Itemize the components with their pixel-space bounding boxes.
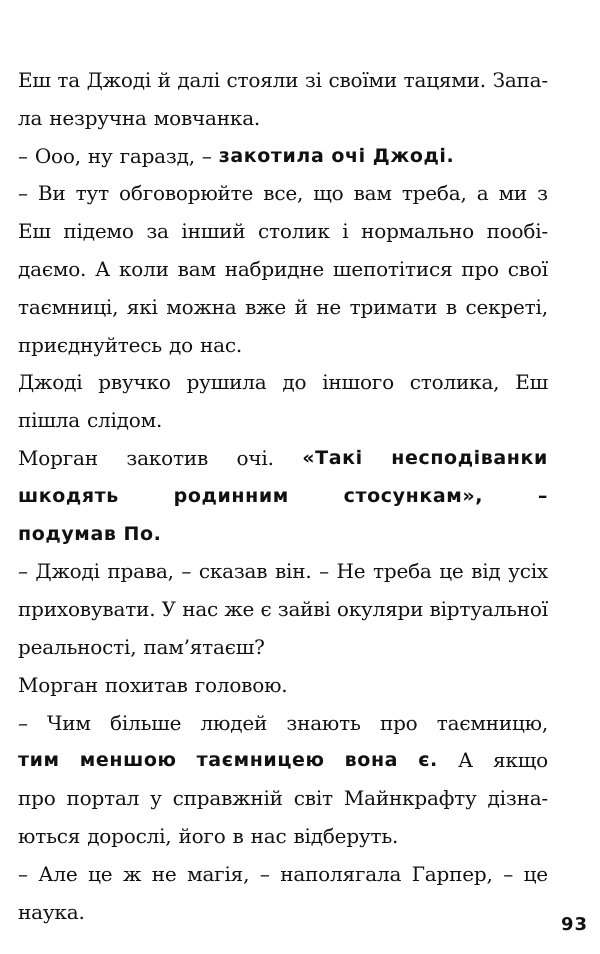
text-line <box>18 629 548 667</box>
word: портал <box>66 786 140 811</box>
word: секреті, <box>465 294 548 319</box>
word: вам <box>177 256 216 281</box>
emphasized-word: таємницею <box>196 749 325 772</box>
text-line <box>18 742 548 780</box>
word: вже <box>245 294 287 319</box>
word: гаразд, <box>119 143 195 168</box>
word: в <box>445 294 457 319</box>
word: що <box>313 181 344 206</box>
text-line <box>18 856 548 894</box>
word: Ооо, <box>34 143 81 168</box>
emphasized-word: меншою <box>79 749 177 772</box>
text-line <box>18 100 548 138</box>
word: усіх <box>508 559 548 584</box>
word: слідом. <box>86 408 163 433</box>
word: якщо <box>492 748 548 773</box>
word: – <box>18 143 28 168</box>
word: закотив <box>126 445 209 470</box>
emphasized-word: – <box>537 484 548 507</box>
word: можна <box>166 294 237 319</box>
word: А <box>457 748 473 773</box>
emphasized-word: «Такі <box>302 446 363 469</box>
emphasized-word: є. <box>418 749 438 772</box>
word: очі. <box>236 445 274 470</box>
word: – <box>259 861 270 886</box>
word: вам <box>353 181 392 206</box>
word: похитав <box>104 672 188 697</box>
word: світ <box>293 786 333 811</box>
word: а <box>476 181 489 206</box>
word: Чим <box>47 710 91 735</box>
word: сказав <box>198 559 268 584</box>
word: Не <box>336 559 366 584</box>
word: тацями. <box>403 68 486 92</box>
word: своїми <box>328 68 398 92</box>
emphasized-word: несподіванки <box>391 446 548 469</box>
word: треба, <box>401 181 467 206</box>
word: таємницю, <box>436 710 548 735</box>
word: ну <box>87 143 113 168</box>
word: не <box>316 294 342 319</box>
word: рвучко <box>98 370 171 395</box>
text-line <box>18 138 548 176</box>
word: Запа- <box>492 68 548 92</box>
text-line <box>18 553 548 591</box>
word: про <box>461 256 499 281</box>
word: його <box>178 823 226 848</box>
text-line <box>18 894 548 932</box>
word: ми <box>498 181 528 206</box>
word: в <box>232 823 244 848</box>
word: – <box>18 181 28 206</box>
text-line <box>18 478 548 516</box>
word: зі <box>304 68 322 92</box>
word: обговорюйте <box>119 181 254 206</box>
word: з <box>537 181 548 206</box>
word: Морган <box>18 445 98 470</box>
emphasized-word: подумав <box>18 522 117 545</box>
word: відберуть. <box>293 823 399 848</box>
word: рушила <box>186 370 267 395</box>
emphasized-word: тим <box>18 749 60 772</box>
word: які <box>126 294 158 319</box>
word: окуляри <box>336 597 424 622</box>
word: підемо <box>63 219 134 244</box>
word: головою. <box>194 672 288 697</box>
word: стояли <box>226 68 299 92</box>
word: нас <box>250 823 287 848</box>
text-line <box>18 516 548 554</box>
word: до <box>282 370 307 395</box>
word: Джоді <box>18 370 83 395</box>
word: – <box>503 861 514 886</box>
word: набридне <box>224 256 325 281</box>
word: таємниці, <box>18 294 119 319</box>
word: наука. <box>18 899 85 924</box>
word: і <box>342 219 349 244</box>
word: це <box>439 559 464 584</box>
word: же <box>224 597 255 622</box>
word: є <box>260 597 272 622</box>
word: права, <box>107 559 174 584</box>
word: Але <box>38 861 78 886</box>
word: нас. <box>199 332 242 357</box>
word: мовчанка. <box>153 105 261 130</box>
page-number: 93 <box>560 914 588 935</box>
word: ла <box>18 105 43 130</box>
word: не <box>151 861 177 886</box>
word: пам’ятаєш? <box>143 634 265 659</box>
word: приховувати. <box>18 597 156 622</box>
word: треба <box>372 559 432 584</box>
word: нормально <box>361 219 474 244</box>
word: Джоді <box>35 559 100 584</box>
word: це <box>88 861 113 886</box>
book-page-text <box>18 62 548 931</box>
text-line <box>18 818 548 856</box>
text-line <box>18 251 548 289</box>
word: від <box>471 559 501 584</box>
word: далі <box>177 68 220 92</box>
word: Джоді <box>86 68 152 92</box>
word: знають <box>286 710 361 735</box>
emphasized-word: очі <box>331 144 366 167</box>
text-line <box>18 62 548 100</box>
word: – <box>181 559 192 584</box>
word: пообі- <box>486 219 548 244</box>
text-line <box>18 175 548 213</box>
word: У <box>161 597 176 622</box>
word: Гарпер, <box>411 861 493 886</box>
word: – <box>18 861 28 886</box>
word: даємо. <box>18 256 87 281</box>
word: іншого <box>322 370 394 395</box>
word: пішла <box>18 408 80 433</box>
word: ж <box>122 861 142 886</box>
text-line <box>18 213 548 251</box>
word: справжній <box>172 786 283 811</box>
word: та <box>57 68 80 92</box>
word: приєднуйтесь <box>18 332 162 357</box>
word: магія, <box>187 861 250 886</box>
word: все, <box>263 181 304 206</box>
text-line <box>18 705 548 743</box>
word: реальності, <box>18 634 137 659</box>
text-line <box>18 327 548 365</box>
emphasized-word: родинним <box>173 484 289 507</box>
word: А <box>95 256 111 281</box>
word: тут <box>75 181 109 206</box>
emphasized-word: стосункам», <box>343 484 484 507</box>
word: – <box>18 710 28 735</box>
word: свої <box>507 256 548 281</box>
text-line <box>18 289 548 327</box>
word: Ви <box>37 181 66 206</box>
word: наполягала <box>280 861 402 886</box>
word: Морган <box>18 672 98 697</box>
word: ються <box>18 823 81 848</box>
emphasized-word: закотила <box>218 144 325 167</box>
word: зайві <box>277 597 331 622</box>
word: до <box>169 332 193 357</box>
word: віртуальної <box>429 597 548 622</box>
text-line <box>18 780 548 818</box>
word: столик <box>258 219 330 244</box>
word: про <box>18 786 56 811</box>
word: про <box>379 710 418 735</box>
emphasized-word: вона <box>344 749 399 772</box>
word: у <box>150 786 162 811</box>
word: дізна- <box>487 786 548 811</box>
word: він. <box>274 559 312 584</box>
word: за <box>146 219 169 244</box>
emphasized-word: По. <box>123 522 162 545</box>
emphasized-word: Джоді. <box>372 144 455 167</box>
word: столика, <box>409 370 500 395</box>
word: й <box>157 68 171 92</box>
text-line <box>18 667 548 705</box>
word: інший <box>181 219 246 244</box>
word: це <box>523 861 548 886</box>
word: дорослі, <box>87 823 172 848</box>
text-line <box>18 591 548 629</box>
word: – <box>18 559 28 584</box>
word: незручна <box>49 105 147 130</box>
word: коли <box>118 256 169 281</box>
word: – <box>319 559 329 584</box>
word: шепотітися <box>332 256 453 281</box>
word: й <box>294 294 308 319</box>
word: – <box>201 143 212 168</box>
word: Майнкрафту <box>343 786 477 811</box>
word: тримати <box>349 294 438 319</box>
emphasized-word: шкодять <box>18 484 119 507</box>
text-line <box>18 402 548 440</box>
word: людей <box>200 710 268 735</box>
text-line <box>18 440 548 478</box>
text-line <box>18 364 548 402</box>
word: Еш <box>18 68 51 92</box>
word: нас <box>182 597 219 622</box>
word: більше <box>110 710 182 735</box>
word: Еш <box>515 370 548 395</box>
word: Еш <box>18 219 51 244</box>
